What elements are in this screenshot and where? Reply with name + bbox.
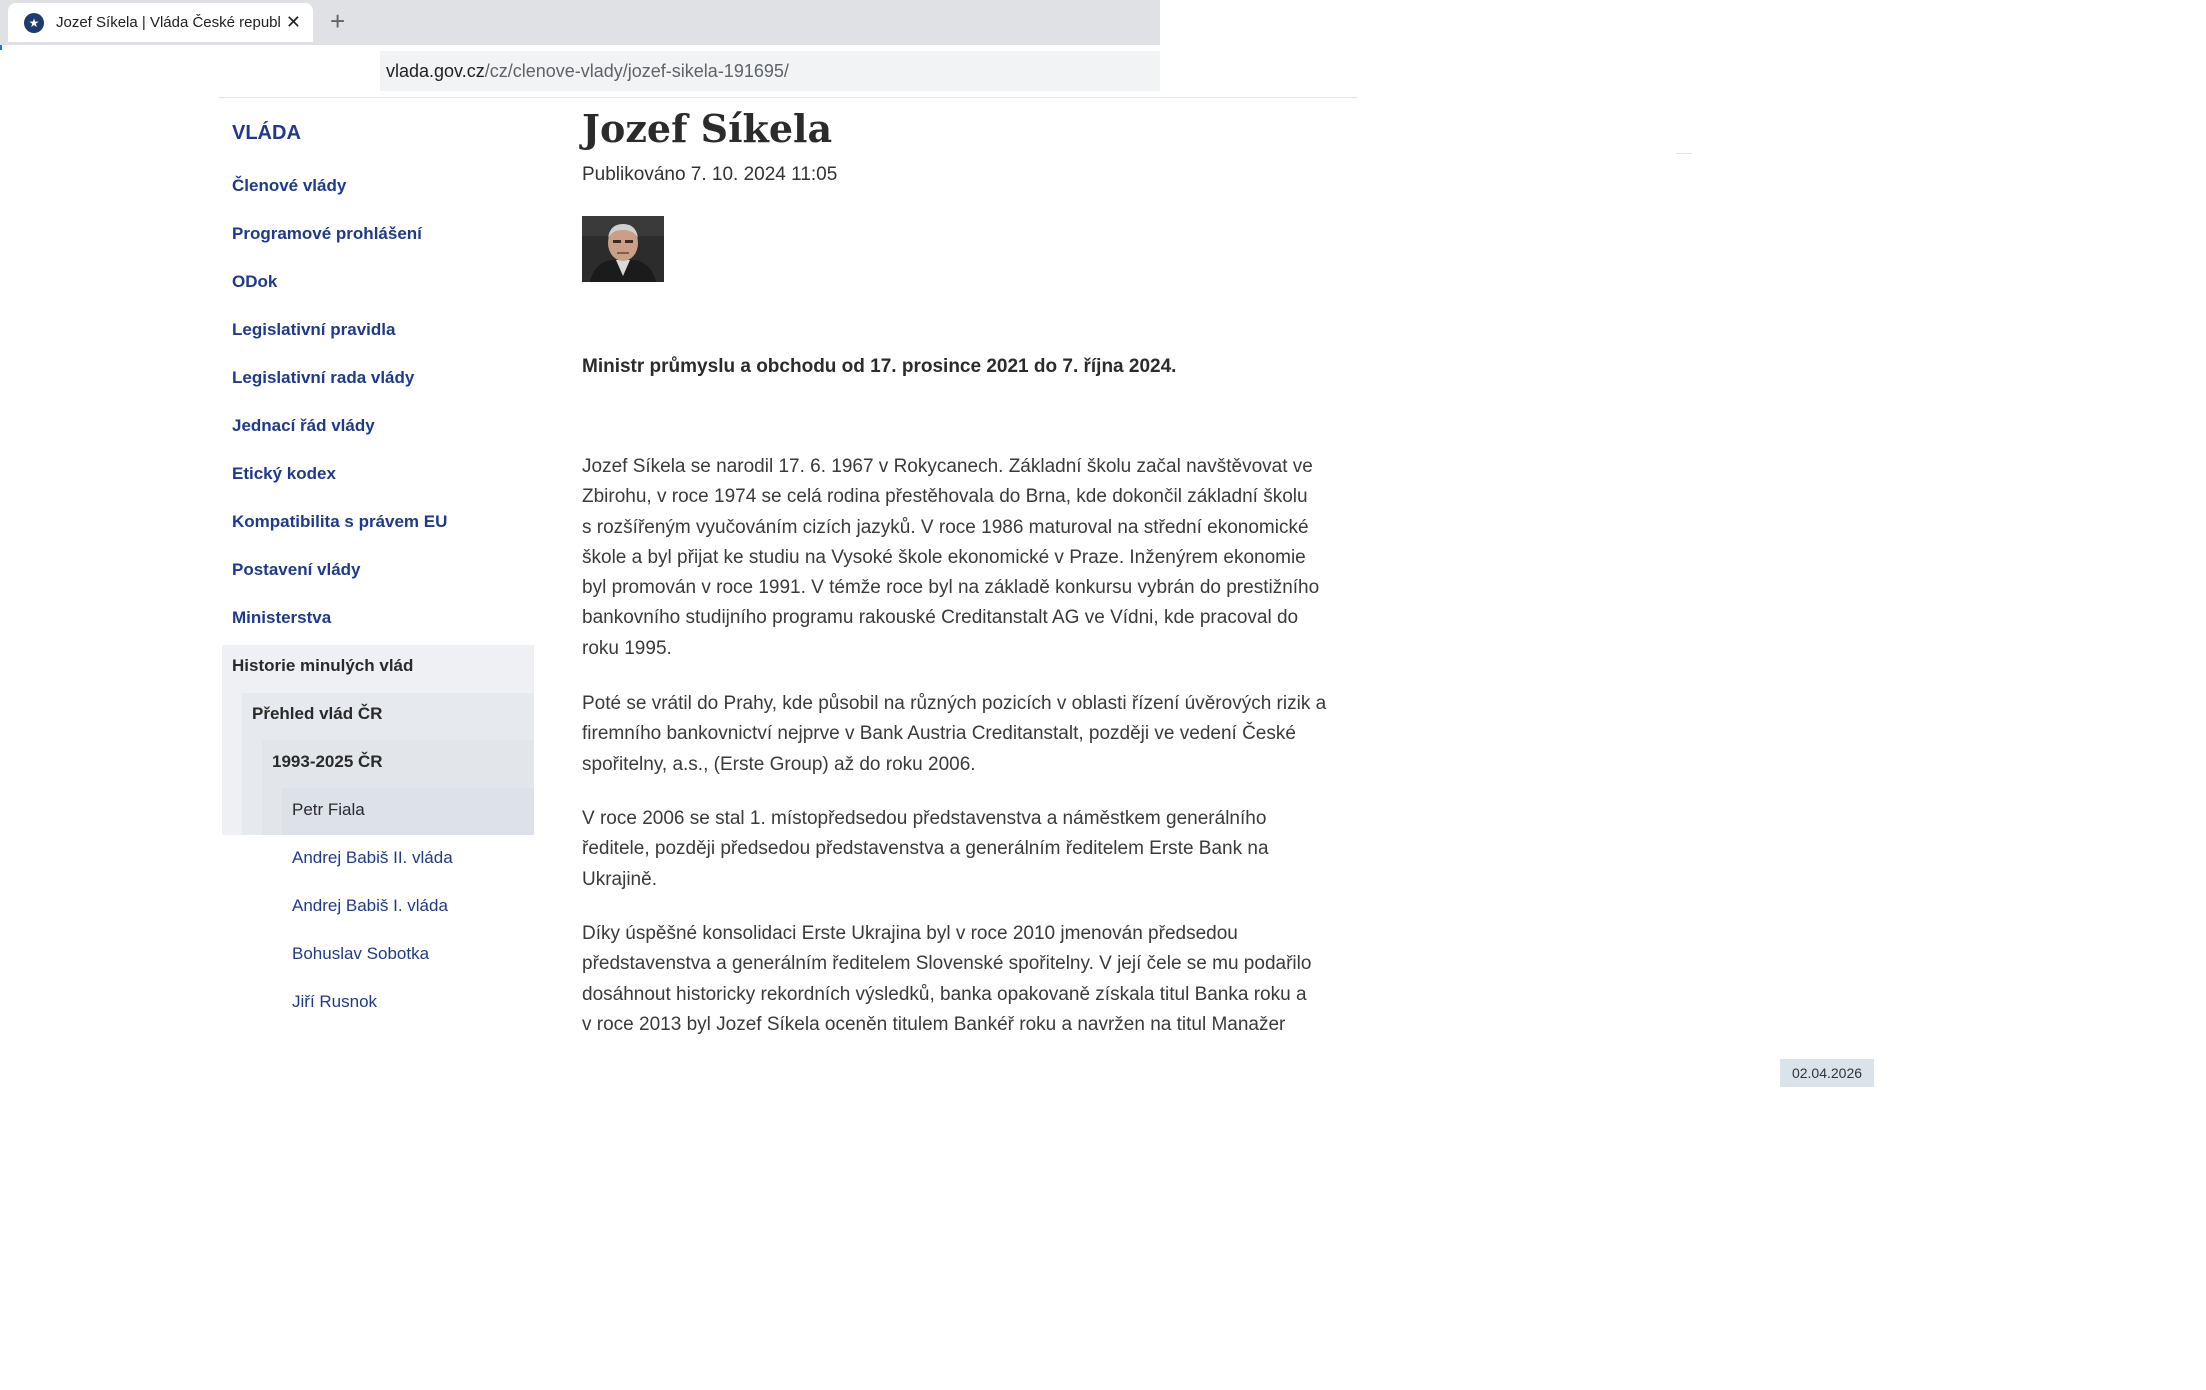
sidebar-heading: VLÁDA xyxy=(232,122,301,144)
published-date: Publikováno 7. 10. 2024 11:05 xyxy=(582,164,838,185)
url-text[interactable]: vlada.gov.cz/cz/clenove-vlady/jozef-sikela-191695/ xyxy=(386,60,789,81)
sidebar-item-ministerstva[interactable]: Ministerstva xyxy=(232,608,332,627)
article-paragraph: Poté se vrátil do Prahy, kde působil na různých pozicích v oblasti řízení úvěrových rizik a firemního bankovnictví nejprve v Bank Austria Creditanstalt, později ve vedení České spořitelny, a.s., (Erste Group) až do roku 2006. xyxy=(582,693,1327,775)
sidebar-item-postaveni-vlady[interactable]: Postavení vlády xyxy=(232,560,361,579)
divider xyxy=(218,97,1358,98)
divider xyxy=(1676,153,1692,154)
lead-text: Ministr průmyslu a obchodu od 17. prosince 2021 do 7. října 2024. xyxy=(582,356,1177,377)
tab-title: Jozef Síkela | Vláda České republ xyxy=(56,14,281,31)
sidebar-item-period[interactable]: 1993-2025 ČR xyxy=(272,752,383,771)
portrait-photo xyxy=(582,216,664,282)
plus-icon[interactable]: + xyxy=(330,6,346,36)
sidebar-item-eticky-kodex[interactable]: Etický kodex xyxy=(232,464,336,483)
sidebar-item-odok[interactable]: ODok xyxy=(232,272,278,291)
sidebar-item-legislativni-pravidla[interactable]: Legislativní pravidla xyxy=(232,320,396,339)
government-emblem-icon: ★ xyxy=(24,13,44,33)
sidebar-item-babis-2[interactable]: Andrej Babiš II. vláda xyxy=(292,848,453,867)
tab-bar xyxy=(0,0,1160,45)
sidebar-item-petr-fiala[interactable]: Petr Fiala xyxy=(292,800,365,819)
sidebar-item-historie[interactable]: Historie minulých vlád xyxy=(232,656,414,675)
sidebar-item-rusnok[interactable]: Jiří Rusnok xyxy=(292,992,378,1011)
sidebar-item-jednaci-rad[interactable]: Jednací řád vlády xyxy=(232,416,375,435)
sidebar-item-programove-prohlaseni[interactable]: Programové prohlášení xyxy=(232,224,422,243)
sidebar-item-kompatibilita[interactable]: Kompatibilita s právem EU xyxy=(232,512,448,531)
article-paragraph: V roce 2006 se stal 1. místopředsedou představenstva a náměstkem generálního ředitele, později předsedou představenstva a generálním ředitelem Erste Bank na Ukrajině. xyxy=(582,808,1269,890)
date-badge: 02.04.2026 xyxy=(1780,1059,1874,1087)
sidebar-item-prehled-vlad[interactable]: Přehled vlád ČR xyxy=(252,704,383,723)
sidebar-item-sobotka[interactable]: Bohuslav Sobotka xyxy=(292,944,430,963)
sidebar-item-babis-1[interactable]: Andrej Babiš I. vláda xyxy=(292,896,448,915)
sidebar-item-clenove-vlady[interactable]: Členové vlády xyxy=(232,176,347,195)
page-title: Jozef Síkela xyxy=(582,106,833,151)
close-icon[interactable]: ✕ xyxy=(285,12,301,32)
article-paragraph: Jozef Síkela se narodil 17. 6. 1967 v Rokycanech. Základní školu začal navštěvovat ve Zbirohu, v roce 1974 se celá rodina přestěhovala do Brna, kde dokončil základní školu s rozšířeným vyučováním cizích jazyků. V roce 1986 maturoval na střední ekonomické škole a byl přijat ke studiu na Vysoké škole ekonomické v Praze. Inženýrem ekonomie byl promován v roce 1991. V témže roce byl na základě konkursu vybrán do prestižního bankovního studijního programu rakouské Creditanstalt AG ve Vídni, kde pracoval do roku 1995. xyxy=(582,456,1320,659)
article-paragraph: Díky úspěšné konsolidaci Erste Ukrajina byl v roce 2010 jmenován předsedou představenstva a generálním ředitelem Slovenské spořitelny. V její čele se mu podařilo dosáhnout historicky rekordních výsledků, banka opakovaně získala titul Banka roku a v roce 2013 byl Jozef Síkela oceněn titulem Bankéř roku a navržen na titul Manažer xyxy=(582,923,1312,1035)
window-edge xyxy=(0,45,2,50)
sidebar-item-legislativni-rada[interactable]: Legislativní rada vlády xyxy=(232,368,415,387)
browser-tab[interactable] xyxy=(8,3,313,42)
address-bar[interactable] xyxy=(380,51,1160,91)
